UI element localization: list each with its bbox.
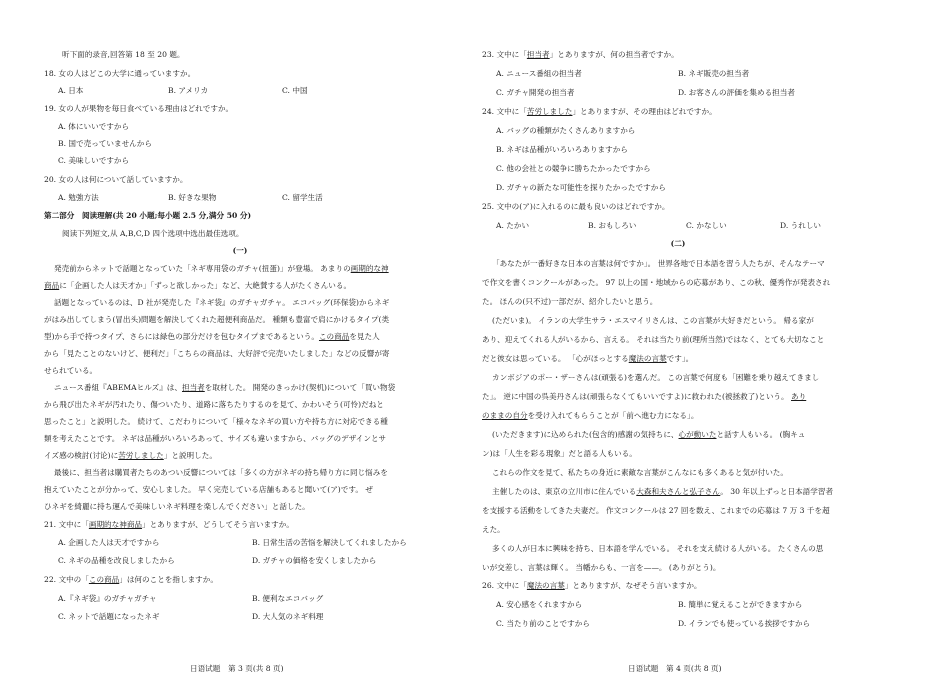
q18-option-c: C. 中国 xyxy=(282,86,308,95)
passage-2-line: あり、迎えてくれる人がいるから、言える。 それは当たり前(理所当然)ではなく、とても大切なこと xyxy=(482,335,825,344)
q21-option-c: C. ネギの品種を改良しましたから xyxy=(58,556,175,565)
page-footer: 日语试题 第 3 页(共 8 页) xyxy=(190,664,284,673)
q26-option-a: A. 安心感をくれますから xyxy=(496,600,583,609)
q25-option-c: C. かなしい xyxy=(686,221,727,230)
passage-1-line: 最後に、担当者は購買者たちのあつい反響については「多くの方がネギの持ち帰り方に同じ悩みを xyxy=(54,468,388,477)
passage-1-number: (一) xyxy=(232,246,248,255)
passage-2-number: (二) xyxy=(670,239,686,248)
q20-option-c: C. 留学生活 xyxy=(282,193,323,202)
passage-2-line: いが交差し、言葉は輝く。 当幡からも、一言を——。 (ありがとう)。 xyxy=(482,563,721,572)
passage-1-line: 話題となっているのは、D 社が発売した『ネギ袋』のガチャガチャ。 エコバッグ(环保袋)からネギ xyxy=(54,298,390,307)
q25-option-d: D. うれしい xyxy=(780,221,822,230)
passage-2-line: 多くの人が日本に興味を持ち、日本語を学んでいる。 それを支え続ける人がいる。 たくさんの思 xyxy=(492,544,824,553)
page-footer: 日语试题 第 4 页(共 8 页) xyxy=(628,664,722,673)
q25-stem: 25. 文中の(ア)に入れるのに最も良いのはどれですか。 xyxy=(482,202,670,211)
q24-stem: 24. 文中に「苦労しました」とありますが、その理由はどれですか。 xyxy=(482,107,717,116)
q26-stem: 26. 文中に「魔法の言葉」とありますが、なぜそう言いますか。 xyxy=(482,581,702,590)
q20-option-a: A. 勉強方法 xyxy=(58,193,99,202)
passage-2-line: (ただいま)。 イランの大学生サラ・エスマイリさんは、この言葉が大好きだという。 帰る家が xyxy=(492,316,814,325)
q19-option-a: A. 体にいいですから xyxy=(58,122,130,131)
q18-option-b: B. アメリカ xyxy=(168,86,209,95)
q24-option-d: D. ガチャの新たな可能性を探りたかったですから xyxy=(496,183,666,192)
q26-option-d: D. イランでも使っている挨拶ですから xyxy=(678,619,811,628)
q23-option-c: C. ガチャ開発の担当者 xyxy=(496,88,575,97)
passage-2-line: えた。 xyxy=(482,525,505,534)
q26-option-b: B. 簡単に覚えることができますから xyxy=(678,600,803,609)
passage-2-line: 主催したのは、東京の立川市に住んでいる大森和夫さんと弘子さん。 30 年以上ずっと日本語学習者 xyxy=(492,487,834,496)
right-page xyxy=(478,0,898,688)
listening-intro: 听下面的录音,回答第 18 至 20 题。 xyxy=(62,50,185,59)
q23-option-d: D. お客さんの評価を集める担当者 xyxy=(678,88,795,97)
passage-1-line: 型)から手で持つタイプ、さらには緑色の部分だけを包むタイプまであるという。この商品を見た人 xyxy=(44,332,380,341)
passage-1-line: 商品に「企画した人は天才か」「ずっと欲しかった」など、大絶賛する人がたくさんいる。 xyxy=(44,281,352,290)
passage-2-line: のままの自分を受け入れてもらうことが「前へ進む力になる」。 xyxy=(482,411,699,420)
passage-1-line: 発売前からネットで話題となっていた「ネギ専用袋のガチャ(扭蛋)」が登場。 あまりの画期的な神 xyxy=(54,264,389,273)
q19-option-c: C. 美味しいですから xyxy=(58,156,130,165)
passage-1-line: ニュース番組『ABEMAヒルズ』は、担当者を取材した。 開発のきっかけ(契机)について「買い物袋 xyxy=(54,383,396,392)
q25-option-a: A. たかい xyxy=(496,221,530,230)
q19-option-b: B. 国で売っていませんから xyxy=(58,139,152,148)
q22-stem: 22. 文中の「この商品」は何のことを指しますか。 xyxy=(44,575,218,584)
passage-1-line: 思ったこと」と説明した。 続けて、こだわりについて「様々なネギの買い方や持ち方に対応できる種 xyxy=(44,417,388,426)
q22-option-a: A.『ネギ袋』のガチャガチャ xyxy=(58,594,157,603)
passage-2-line: だと彼女は思っている。 「心がほっとする魔法の言葉です」。 xyxy=(482,354,694,363)
q18-stem: 18. 女の人はどこの大学に通っていますか。 xyxy=(44,69,196,78)
left-page xyxy=(40,0,460,688)
q22-option-b: B. 便利なエコバッグ xyxy=(252,594,324,603)
passage-2-line: 「あなたが一番好きな日本の言葉は何ですか」。 世界各地で日本語を習う人たちが、そんなテーマ xyxy=(492,259,825,268)
q19-stem: 19. 女の人が果物を毎日食べている理由はどれですか。 xyxy=(44,104,234,113)
q22-option-c: C. ネットで話題になったネギ xyxy=(58,612,160,621)
passage-2-line: カンボジアのポー・ザーさんは(頑張る)を選んだ。 この言葉で何度も「困難を乗り越えてきまし xyxy=(492,373,820,382)
passage-2-line: (いただきます)に込められた(包含的)感謝の気持ちに、心が動いたと話す人もいる。 (胸キュ xyxy=(492,430,806,439)
section-instructions: 阅读下列短文,从 A,B,C,D 四个选项中选出最佳选项。 xyxy=(62,229,244,238)
passage-2-line: これらの作文を見て、私たちの身近に素敵な言葉がこんなにも多くあると気が付いた。 xyxy=(492,468,788,477)
q21-option-b: B. 日常生活の苦悩を解決してくれましたから xyxy=(252,538,407,547)
passage-1-line: せられている。 xyxy=(44,366,98,375)
q20-stem: 20. 女の人は何について話していますか。 xyxy=(44,175,188,184)
q18-option-a: A. 日本 xyxy=(58,86,84,95)
passage-2-line: を支援する活動をしてきた夫妻だ。 作文コンクールは 27 回を数え、これまでの応募は 7 万 3 千を超 xyxy=(482,506,830,515)
q24-option-c: C. 他の会社との競争に勝ちたかったですから xyxy=(496,164,651,173)
passage-1-line: イズ感の検討(讨论)に苦労しました」と説明した。 xyxy=(44,451,217,460)
passage-1-line: がはみ出してしまう(冒出头)問題を解決してくれた超便利商品だ。 種類も豊富で肩にかけるタイプ(类 xyxy=(44,315,390,324)
q20-option-b: B. 好きな果物 xyxy=(168,193,217,202)
q26-option-c: C. 当たり前のことですから xyxy=(496,619,590,628)
passage-1-line: 抱えていたことが分かって、安心しました。 早く完売している店舗もあると聞いて(ア)です。 ぜ xyxy=(44,485,373,494)
q21-option-d: D. ガチャの価格を安くしましたから xyxy=(252,556,377,565)
q22-option-d: D. 大人気のネギ料理 xyxy=(252,612,324,621)
q23-option-a: A. ニュース番組の担当者 xyxy=(496,69,582,78)
section-title: 第二部分 阅读理解(共 20 小题;每小题 2.5 分,满分 50 分) xyxy=(44,211,252,220)
q25-option-b: B. おもしろい xyxy=(588,221,637,230)
passage-2-line: た」。 逆に中国の呉美丹さんは(頑張らなくてもいいですよ)に救われた(被拯救了)という。 あり xyxy=(482,392,807,401)
passage-1-line: ひネギを綺麗に持ち運んで美味しいネギ料理を楽しんでください」と話した。 xyxy=(44,502,310,511)
q24-option-a: A. バッグの種類がたくさんありますから xyxy=(496,126,636,135)
passage-1-line: 類を考えたことです。 ネギは品種がいろいろあって、サイズも違いますから、バッグのデザインとサ xyxy=(44,434,387,443)
passage-2-line: ン)は「人生を彩る現象」だと語る人もいる。 xyxy=(482,449,637,458)
q24-option-b: B. ネギは品種がいろいろありますから xyxy=(496,145,628,154)
q23-stem: 23. 文中に「担当者」とありますが、何の担当者ですか。 xyxy=(482,50,679,59)
passage-1-line: から「見たことのないけど、便利だ」「こちらの商品は、大好評で完売いたしました」などの反響が寄 xyxy=(44,349,390,358)
q21-option-a: A. 企画した人は天才ですから xyxy=(58,538,160,547)
passage-2-line: た。 ほんの(只不过)一部だが、紹介したいと思う。 xyxy=(482,297,658,306)
q21-stem: 21. 文中に「画期的な神商品」とありますが、どうしてそう言いますか。 xyxy=(44,520,294,529)
passage-2-line: で作文を書くコンクールがあった。 97 以上の国・地域からの応募があり、この秋、優秀作が発表され xyxy=(482,278,831,287)
q23-option-b: B. ネギ販売の担当者 xyxy=(678,69,750,78)
passage-1-line: から飛び出たネギが汚れたり、傷ついたり、道路に落ちたりするのを見て、かわいそう(可怜)だねと xyxy=(44,400,384,409)
